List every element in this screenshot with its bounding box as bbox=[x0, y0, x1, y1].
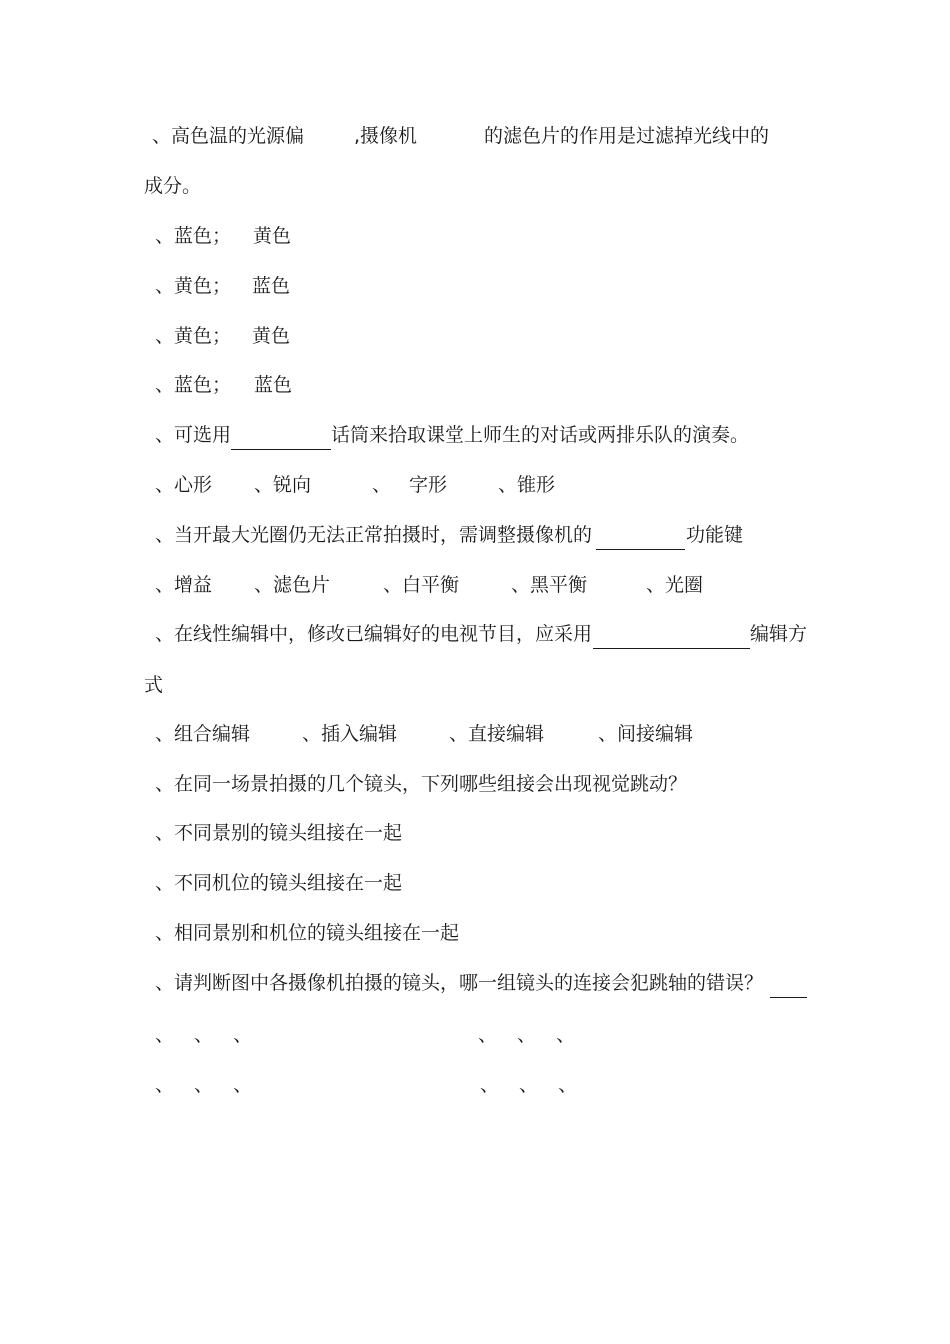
q6-option-row1-right: 、 、 、 bbox=[478, 1024, 576, 1046]
q2-option-c: 、 bbox=[372, 474, 392, 496]
q1-option-d-1: 、蓝色； bbox=[155, 374, 232, 396]
q6-text: 、请判断图中各摄像机拍摄的镜头，哪一组镜头的连接会犯跳轴的错误？ bbox=[155, 972, 764, 994]
q3-answer-blank bbox=[596, 549, 685, 550]
q1-option-a-1: 、蓝色； bbox=[155, 225, 232, 247]
q3-option-a: 、增益 bbox=[155, 574, 213, 596]
q5-option-c: 、相同景别和机位的镜头组接在一起 bbox=[155, 922, 460, 944]
q3-option-b: 、滤色片 bbox=[254, 574, 331, 596]
q3-option-e: 、光圈 bbox=[646, 574, 704, 596]
q2-answer-blank bbox=[231, 449, 331, 450]
q3-option-c: 、白平衡 bbox=[383, 574, 460, 596]
q1-option-a-2: 黄色 bbox=[253, 225, 292, 247]
q2-option-c-text: 字形 bbox=[409, 474, 448, 496]
q2-option-b: 、锐向 bbox=[254, 474, 312, 496]
q2-option-d: 、锥形 bbox=[498, 474, 556, 496]
q1-text-part1: 、高色温的光源偏 bbox=[152, 125, 305, 147]
q1-option-d-2: 蓝色 bbox=[254, 374, 293, 396]
q4-option-d: 、间接编辑 bbox=[598, 723, 694, 745]
q4-text-post: 编辑方 bbox=[750, 623, 808, 645]
q4-text-pre: 、在线性编辑中，修改已编辑好的电视节目，应采用 bbox=[155, 623, 593, 645]
q6-option-row1-left: 、 、 、 bbox=[155, 1024, 253, 1046]
q1-option-b-2: 蓝色 bbox=[252, 275, 291, 297]
q3-text-pre: 、当开最大光圈仍无法正常拍摄时，需调整摄像机的 bbox=[155, 524, 593, 546]
q3-option-d: 、黑平衡 bbox=[511, 574, 588, 596]
q2-text-post: 话筒来拾取课堂上师生的对话或两排乐队的演奏。 bbox=[331, 424, 750, 446]
q1-text-part2: ,摄像机 bbox=[354, 125, 418, 147]
q2-option-a: 、心形 bbox=[155, 474, 213, 496]
q4-option-a: 、组合编辑 bbox=[155, 723, 251, 745]
q3-text-post: 功能键 bbox=[686, 524, 744, 546]
q5-text: 、在同一场景拍摄的几个镜头，下列哪些组接会出现视觉跳动？ bbox=[155, 773, 688, 795]
q2-text-pre: 、可选用 bbox=[155, 424, 232, 446]
q5-option-a: 、不同景别的镜头组接在一起 bbox=[155, 822, 403, 844]
q4-option-c: 、直接编辑 bbox=[449, 723, 545, 745]
q6-option-row2-left: 、 、 、 bbox=[155, 1074, 253, 1096]
q1-text-part3: 的滤色片的作用是过滤掉光线中的 bbox=[484, 125, 770, 147]
q1-option-b-1: 、黄色； bbox=[155, 275, 232, 297]
q4-text-cont: 式 bbox=[144, 674, 164, 696]
q4-option-b: 、插入编辑 bbox=[302, 723, 398, 745]
q5-option-b: 、不同机位的镜头组接在一起 bbox=[155, 872, 403, 894]
q1-text-part4: 成分。 bbox=[144, 175, 202, 197]
q1-option-c-2: 黄色 bbox=[252, 325, 291, 347]
q1-option-c-1: 、黄色； bbox=[155, 325, 232, 347]
q6-answer-blank bbox=[770, 997, 807, 998]
q6-option-row2-right: 、 、 、 bbox=[480, 1074, 578, 1096]
q4-answer-blank bbox=[593, 648, 750, 649]
